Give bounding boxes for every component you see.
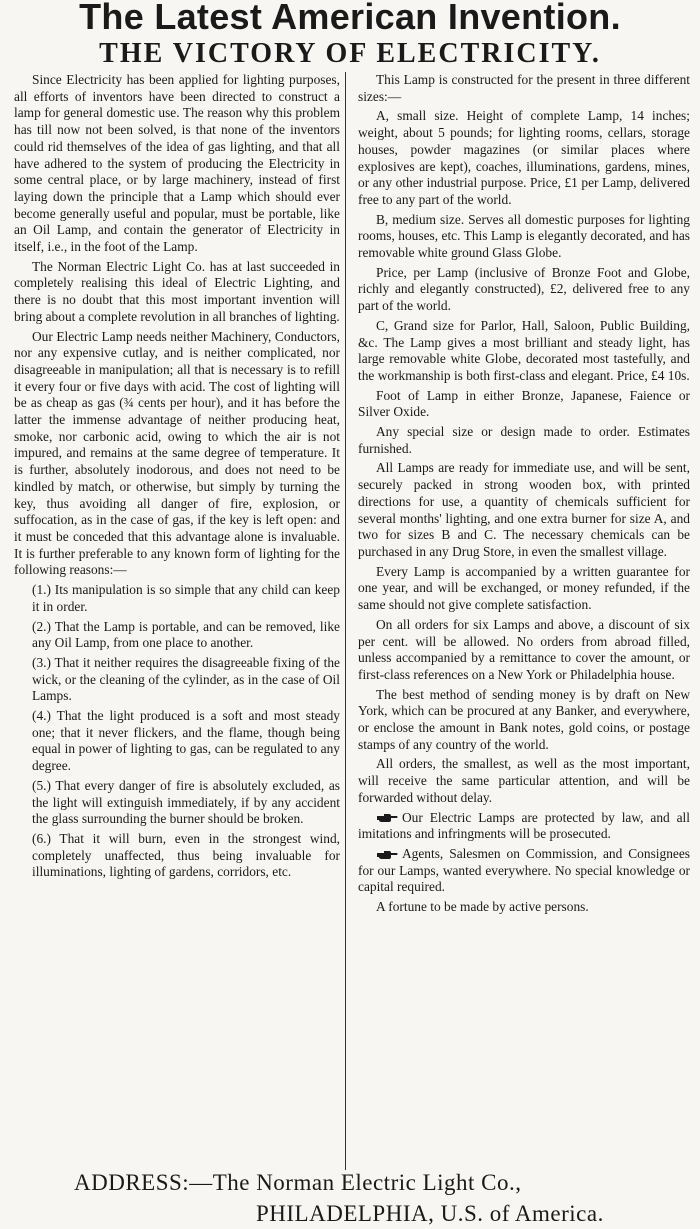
page-subtitle: THE VICTORY OF ELECTRICITY.: [99, 38, 601, 69]
reason-6: (6.) That it will burn, even in the strongest wind, completely unaffected, thus being invaluable for illuminations, lighting of gardens, corridors, etc.: [32, 830, 340, 880]
discount-paragraph: On all orders for six Lamps and above, a discount of six per cent. will be allowed. No orders from abroad filled, unless accompanied by a remittance to cover the amount, or first-class references on a New York or Philadelphia house.: [358, 616, 690, 682]
protection-notice-text: Our Electric Lamps are protected by law, and all imitations and infringments will be prosecuted.: [358, 809, 690, 842]
address-line-2: PHILADELPHIA, U.S. of America.: [256, 1201, 604, 1226]
agents-notice: [358, 846, 690, 896]
orders-paragraph: All orders, the smallest, as well as the most important, will receive the same particular attention, and will be forwarded without delay.: [358, 756, 690, 805]
pointing-hand-icon: [376, 813, 398, 823]
reason-5: (5.) That every danger of fire is absolutely excluded, as the light will extinguish immediately, if by any accident the glass surrounding the burner should be broken.: [32, 777, 340, 827]
foot-options: Foot of Lamp in either Bronze, Japanese, Faience or Silver Oxide.: [358, 387, 690, 420]
page-title: The Latest American Invention.: [79, 0, 621, 37]
reason-1: (1.) Its manipulation is so simple that any child can keep it in order.: [32, 582, 340, 614]
size-b-paragraph: B, medium size. Serves all domestic purposes for lighting rooms, houses, etc. This Lamp is elegantly decorated, and has removable white ground Glass Globe.: [358, 211, 690, 261]
size-b-price: Price, per Lamp (inclusive of Bronze Foot and Globe, richly and elegantly constructed), £2, delivered free to any part of the world.: [358, 264, 690, 314]
reason-3: (3.) That it neither requires the disagreeable fixing of the wick, or the cleaning of the cylinder, as in the case of Oil Lamps.: [32, 654, 340, 704]
closing-line: A fortune to be made by active persons.: [376, 899, 589, 915]
size-c-paragraph: C, Grand size for Parlor, Hall, Saloon, Public Building, &c. The Lamp gives a most brilliant and steady light, has large removable white Globe, decorated most tastefully, and the workmanship is both first-class and elegant. Price, £4 10s.: [358, 317, 690, 383]
right-column: [358, 72, 690, 916]
shipping-paragraph: All Lamps are ready for immediate use, and will be sent, securely packed in strong wooden box, with printed directions for use, a quantity of chemicals sufficient for several months' lighting, and one extra burner for size A, and two for sizes B and C. The necessary chemicals can be purchased in any Drug Store, in even the smallest village.: [358, 460, 690, 559]
left-column: [14, 72, 340, 881]
size-a-paragraph: A, small size. Height of complete Lamp, 14 inches; weight, about 5 pounds; for lighting rooms, cellars, storage houses, powder magazines (or similar places where explosives are kept), coaches, illuminations, gardens, mines, or any other industrial purpose. Price, £1 per Lamp, delivered free to any part of the world.: [358, 108, 690, 207]
intro-paragraph: Since Electricity has been applied for lighting purposes, all efforts of inventors have been directed to construct a lamp for general domestic use. The reason why this problem has till now not been solved, is that none of the inventors could rid themselves of the idea of gas lighting, and that all have adhered to the system of producing the Electricity in some central place, or by large machinery, instead of first laying down the principle that a Lamp which should ever become generally useful and popular, must be portable, like an Oil Lamp, and contain the generator of Electricity in itself, i.e., in the foot of the Lamp.: [14, 72, 340, 255]
address-line-1: ADDRESS:—The Norman Electric Light Co.,: [74, 1170, 522, 1195]
norman-paragraph: The Norman Electric Light Co. has at last succeeded in completely realising this ideal of Electric Lighting, and there is no doubt that this most important invention will bring about a complete revolution in all branches of lighting.: [14, 258, 340, 324]
column-divider: [345, 72, 346, 1170]
pointing-hand-icon: [376, 850, 398, 860]
special-orders: Any special size or design made to order. Estimates furnished.: [358, 424, 690, 456]
agents-notice-text: Agents, Salesmen on Commission, and Consignees for our Lamps, wanted everywhere. No special knowledge or capital required.: [358, 845, 690, 895]
guarantee-paragraph: Every Lamp is accompanied by a written guarantee for one year, and will be exchanged, or money refunded, if the same should not give complete satisfaction.: [358, 563, 690, 613]
payment-paragraph: The best method of sending money is by draft on New York, which can be procured at any Banker, and everywhere, or enclose the amount in Bank notes, gold coins, or postage stamps of any country of the world.: [358, 686, 690, 752]
protection-notice: [358, 810, 690, 843]
reason-4: (4.) That the light produced is a soft and most steady one; that it never flickers, and the flame, though being equal in power of lighting to gas, can be regulated to any degree.: [32, 708, 340, 774]
lamp-advantages-paragraph: Our Electric Lamp needs neither Machinery, Conductors, nor any expensive cutlay, and is neither complicated, nor disagreeable in manipulation; all that is necessary is to refill it every four or five days with acid. The cost of lighting will be as cheap as gas (¾ cents per hour), and it has before the latter the immense advantage of neither producing heat, smoke, nor carbonic acid, owing to which the air is not impured, and remains at the same degree of temperature. It is further, absolutely inodorous, and does not need to be kindled by match, or otherwise, but simply by turning the key, thus avoiding all danger of fire, explosion, or suffocation, as in the case of gas, if the key is left open: and it must be conceded that this advantage alone is invaluable. It is further preferable to any known form of lighting for the following reasons:—: [14, 328, 340, 578]
sizes-intro: This Lamp is constructed for the present in three different sizes:—: [358, 72, 690, 104]
reason-2: (2.) That the Lamp is portable, and can be removed, like any Oil Lamp, from one place to another.: [32, 618, 340, 651]
